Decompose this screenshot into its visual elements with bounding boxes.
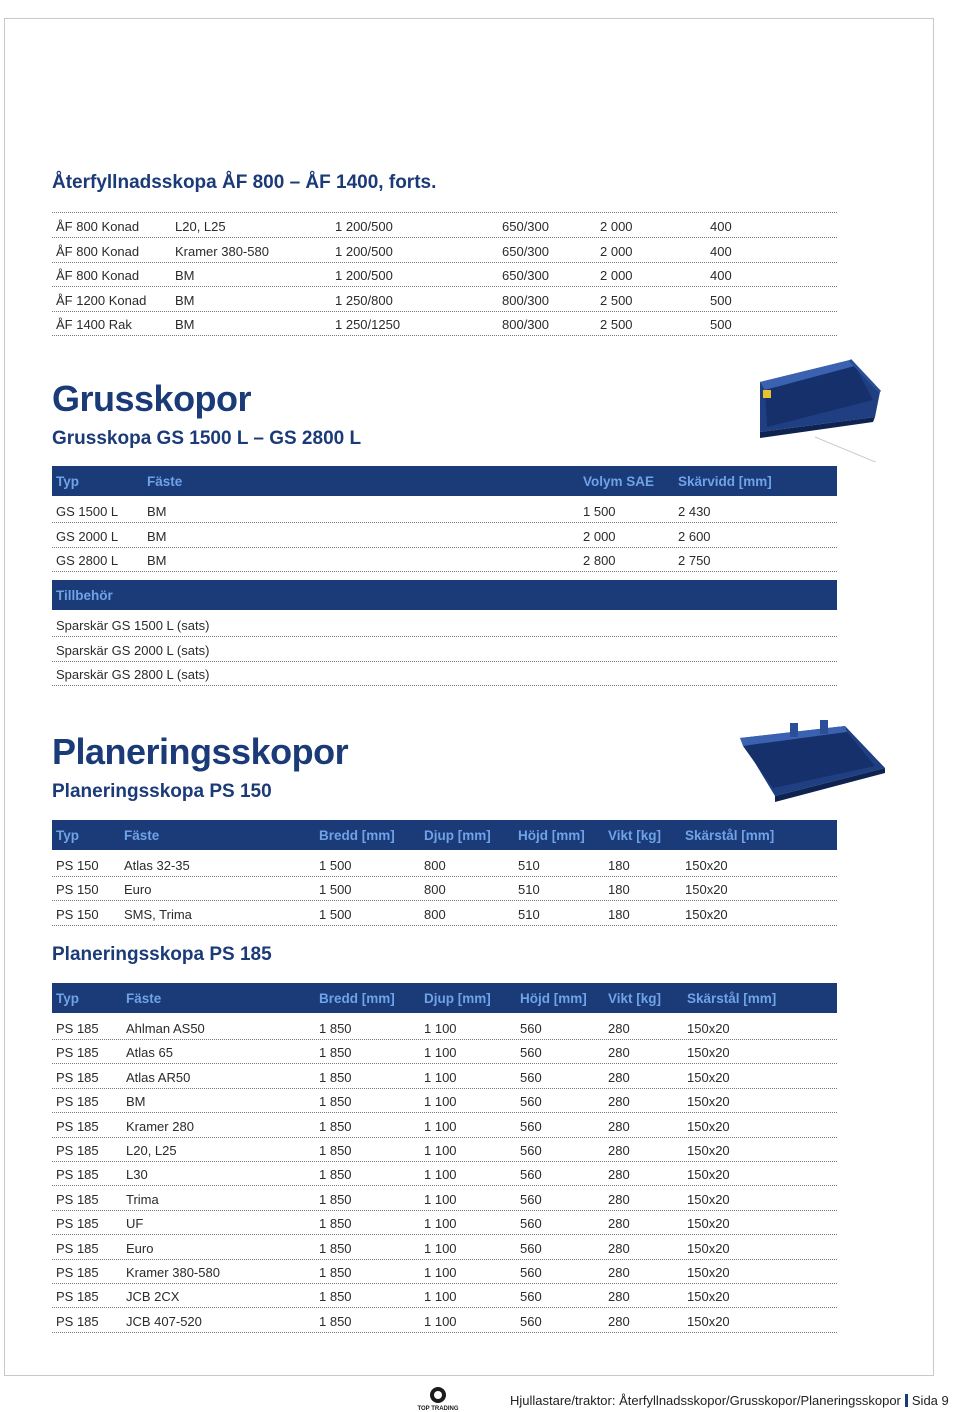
accessory-label: Sparskär GS 1500 L (sats) [56,618,210,633]
top-trading-logo-icon [410,1386,466,1412]
table-cell: 280 [608,1118,630,1134]
table-cell: 510 [518,858,540,873]
footer-page-number: Sida 9 [911,1393,949,1408]
table-cell: BM [175,292,195,308]
table-cell: Kramer 380-580 [175,243,269,259]
table-cell: 1 850 [319,1143,352,1158]
table-cell: JCB 2CX [126,1289,180,1305]
subheading-ps185: Planeringsskopa PS 185 [52,944,272,965]
table-cell: 1 250/1250 [335,317,401,333]
table-cell: BM [175,317,195,333]
table-cell: 1 850 [319,1021,352,1036]
table-cell: 1 500 [583,504,616,519]
column-header: Skärstål [mm] [687,991,777,1006]
table-cell: 560 [520,1094,542,1110]
table-row [52,1088,837,1113]
table-cell: 1 850 [319,1191,352,1207]
table-cell: 1 100 [424,1240,457,1256]
table-cell: 2 500 [600,292,633,308]
column-header: Typ [56,828,79,843]
table-cell: 800 [424,906,446,922]
table-cell: PS 185 [56,1069,99,1085]
table-cell: 500 [710,292,732,308]
table-cell: 1 100 [424,1265,457,1280]
table-cell: Kramer 380-580 [126,1265,220,1280]
column-header: Fäste [126,991,162,1006]
table-row [52,213,837,238]
accessory-label: Sparskär GS 2000 L (sats) [56,642,210,658]
accessories-header-label: Tillbehör [56,588,113,603]
table-cell: 560 [520,1313,542,1329]
table-row [52,1259,837,1284]
table-cell: PS 150 [56,882,99,898]
table-cell: 280 [608,1191,630,1207]
table-cell: 560 [520,1021,542,1036]
table-cell: 150x20 [687,1216,730,1232]
table-cell: 560 [520,1143,542,1158]
table-cell: 1 100 [424,1021,457,1036]
table-cell: SMS, Trima [124,906,192,922]
table-cell: 2 800 [583,553,616,569]
column-header: Typ [56,991,79,1006]
table-cell: 500 [710,317,732,333]
table-row [52,238,837,263]
table-cell: PS 185 [56,1167,99,1183]
table-cell: GS 1500 L [56,504,119,519]
table-row [52,1235,837,1260]
table-cell: 150x20 [687,1094,730,1110]
table-cell: PS 185 [56,1289,99,1305]
table-cell: Kramer 280 [126,1118,194,1134]
footer-separator [905,1394,908,1407]
table-row [52,1161,837,1186]
table-cell: 280 [608,1021,630,1036]
table-cell: PS 185 [56,1265,99,1280]
table-header [52,983,837,1013]
column-header: Bredd [mm] [319,991,395,1006]
table-cell: L20, L25 [126,1143,177,1158]
table-cell: BM [175,268,195,284]
table-cell: L20, L25 [175,219,226,234]
table-cell: 510 [518,882,540,898]
table-cell: PS 185 [56,1240,99,1256]
table-cell: 280 [608,1143,630,1158]
table-cell: 560 [520,1265,542,1280]
table-cell: 2 430 [678,504,711,519]
table-cell: 1 200/500 [335,268,393,284]
table-row [52,311,837,336]
leveling-bucket-image [735,718,890,803]
table-cell: 2 600 [678,528,711,544]
table-cell: PS 150 [56,906,99,922]
table-row [52,1113,837,1138]
table-cell: 1 100 [424,1069,457,1085]
table-cell: BM [147,504,167,519]
table-cell: Atlas 65 [126,1045,173,1061]
table-cell: 560 [520,1216,542,1232]
table-cell: 150x20 [687,1069,730,1085]
table-cell: ÅF 800 Konad [56,219,140,234]
table-cell: 280 [608,1313,630,1329]
table-cell: 1 100 [424,1118,457,1134]
table-cell: JCB 407-520 [126,1313,202,1329]
table-row [52,547,837,572]
table-cell: 150x20 [687,1167,730,1183]
table-cell: 1 500 [319,882,352,898]
table-cell: 800/300 [502,317,549,333]
table-cell: 560 [520,1069,542,1085]
table-row [52,901,837,926]
accessory-row [52,612,837,637]
table-cell: 150x20 [687,1289,730,1305]
table-cell: 280 [608,1289,630,1305]
table-cell: 560 [520,1167,542,1183]
column-header: Höjd [mm] [520,991,587,1006]
table-cell: Euro [124,882,152,898]
section-title-backfill: Återfyllnadsskopa ÅF 800 – ÅF 1400, forts. [52,172,437,193]
column-header: Höjd [mm] [518,828,585,843]
table-cell: PS 185 [56,1313,99,1329]
table-cell: ÅF 1400 Rak [56,317,132,333]
table-cell: 180 [608,906,630,922]
table-row [52,1308,837,1333]
table-cell: ÅF 1200 Konad [56,292,147,308]
table-cell: 1 100 [424,1094,457,1110]
column-header: Vikt [kg] [608,828,662,843]
table-cell: 1 850 [319,1216,352,1232]
table-cell: 1 850 [319,1094,352,1110]
table-row [52,1064,837,1089]
table-cell: 1 850 [319,1118,352,1134]
table-cell: 150x20 [685,906,728,922]
table-cell: 560 [520,1289,542,1305]
column-header: Djup [mm] [424,991,491,1006]
table-cell: GS 2000 L [56,528,119,544]
table-cell: 180 [608,882,630,898]
table-cell: 1 850 [319,1265,352,1280]
table-cell: 400 [710,219,732,234]
table-cell: 800 [424,858,446,873]
table-cell: 150x20 [687,1265,730,1280]
table-cell: 1 850 [319,1313,352,1329]
table-row [52,523,837,548]
table-cell: 2 000 [600,219,633,234]
table-cell: 400 [710,268,732,284]
subheading-grusskopa: Grusskopa GS 1500 L – GS 2800 L [52,428,362,449]
table-cell: 1 250/800 [335,292,393,308]
column-header: Vikt [kg] [608,991,662,1006]
table-row [52,1015,837,1040]
table-cell: 150x20 [687,1118,730,1134]
table-row [52,1137,837,1162]
table-cell: 1 850 [319,1069,352,1085]
table-cell: 2 000 [583,528,616,544]
table-cell: 150x20 [687,1021,730,1036]
table-cell: 280 [608,1265,630,1280]
table-cell: PS 150 [56,858,99,873]
table-cell: 650/300 [502,243,549,259]
table-cell: Trima [126,1191,159,1207]
table-header [52,820,837,850]
table-cell: 1 200/500 [335,219,393,234]
table-cell: PS 185 [56,1143,99,1158]
table-cell: 1 500 [319,906,352,922]
table-cell: 180 [608,858,630,873]
table-cell: 1 100 [424,1313,457,1329]
table-row [52,852,837,877]
table-cell: PS 185 [56,1118,99,1134]
table-cell: Atlas 32-35 [124,858,190,873]
table-cell: 560 [520,1118,542,1134]
table-cell: 150x20 [687,1313,730,1329]
table-row [52,498,837,523]
column-header: Djup [mm] [424,828,491,843]
table-cell: 1 850 [319,1240,352,1256]
column-header: Fäste [124,828,160,843]
table-row [52,262,837,287]
table-row [52,1186,837,1211]
table-cell: PS 185 [56,1094,99,1110]
table-cell: 2 500 [600,317,633,333]
column-header: Fäste [147,474,183,489]
table-cell: UF [126,1216,144,1232]
column-header: Skärvidd [mm] [678,474,772,489]
table-header [52,466,837,496]
table-cell: PS 185 [56,1045,99,1061]
table-cell: 400 [710,243,732,259]
table-cell: ÅF 800 Konad [56,243,140,259]
table-cell: L30 [126,1167,148,1183]
table-cell: 650/300 [502,219,549,234]
table-cell: PS 185 [56,1216,99,1232]
table-cell: ÅF 800 Konad [56,268,140,284]
table-cell: Atlas AR50 [126,1069,191,1085]
table-cell: 510 [518,906,540,922]
table-cell: 280 [608,1094,630,1110]
table-cell: BM [147,528,167,544]
table-cell: 280 [608,1240,630,1256]
table-cell: 2 000 [600,243,633,259]
column-header: Typ [56,474,79,489]
table-cell: 1 100 [424,1045,457,1061]
table-cell: 800 [424,882,446,898]
table-row [52,287,837,312]
table-row [52,876,837,901]
table-cell: 1 500 [319,858,352,873]
table-cell: 280 [608,1045,630,1061]
footer [510,1393,949,1408]
table-cell: Euro [126,1240,154,1256]
table-cell: PS 185 [56,1021,99,1036]
heading-grusskopor: Grusskopor [52,378,252,419]
accessory-label: Sparskär GS 2800 L (sats) [56,667,210,683]
table-cell: 280 [608,1069,630,1085]
table-cell: 150x20 [687,1143,730,1158]
table-cell: 1 100 [424,1191,457,1207]
heading-planeringsskopor: Planeringsskopor [52,731,349,772]
table-cell: 1 850 [319,1045,352,1061]
table-cell: 1 100 [424,1143,457,1158]
table-cell: 560 [520,1240,542,1256]
table-cell: 1 100 [424,1167,457,1183]
table-cell: 150x20 [687,1045,730,1061]
table-cell: GS 2800 L [56,553,119,569]
table-cell: 1 200/500 [335,243,393,259]
accessory-row [52,637,837,662]
table-cell: 2 750 [678,553,711,569]
table-cell: 2 000 [600,268,633,284]
table-row [52,1283,837,1308]
table-cell: 650/300 [502,268,549,284]
table-cell: 1 100 [424,1289,457,1305]
table-cell: 1 100 [424,1216,457,1232]
table-cell: 560 [520,1045,542,1061]
subheading-ps150: Planeringsskopa PS 150 [52,781,272,802]
gravel-bucket-image [755,352,890,462]
column-header: Skärstål [mm] [685,828,775,843]
column-header: Volym SAE [583,474,655,489]
table-cell: 1 850 [319,1167,352,1183]
table-cell: 150x20 [685,858,728,873]
table-cell: Ahlman AS50 [126,1021,205,1036]
table-cell: PS 185 [56,1191,99,1207]
logo-text: TOP TRADING [417,1406,459,1412]
table-cell: 560 [520,1191,542,1207]
column-header: Bredd [mm] [319,828,395,843]
table-cell: 150x20 [687,1240,730,1256]
table-cell: 280 [608,1216,630,1232]
table-row [52,1039,837,1064]
table-cell: BM [147,553,167,569]
table-cell: 150x20 [687,1191,730,1207]
table-cell: BM [126,1094,146,1110]
table-cell: 1 850 [319,1289,352,1305]
table-cell: 800/300 [502,292,549,308]
footer-breadcrumb: Hjullastare/traktor: Återfyllnadsskopor/Grusskopor/Planeringsskopor [510,1393,901,1408]
accessories-header [52,580,837,610]
table-row [52,1210,837,1235]
accessory-row [52,661,837,686]
table-cell: 150x20 [685,882,728,898]
table-cell: 280 [608,1167,630,1183]
